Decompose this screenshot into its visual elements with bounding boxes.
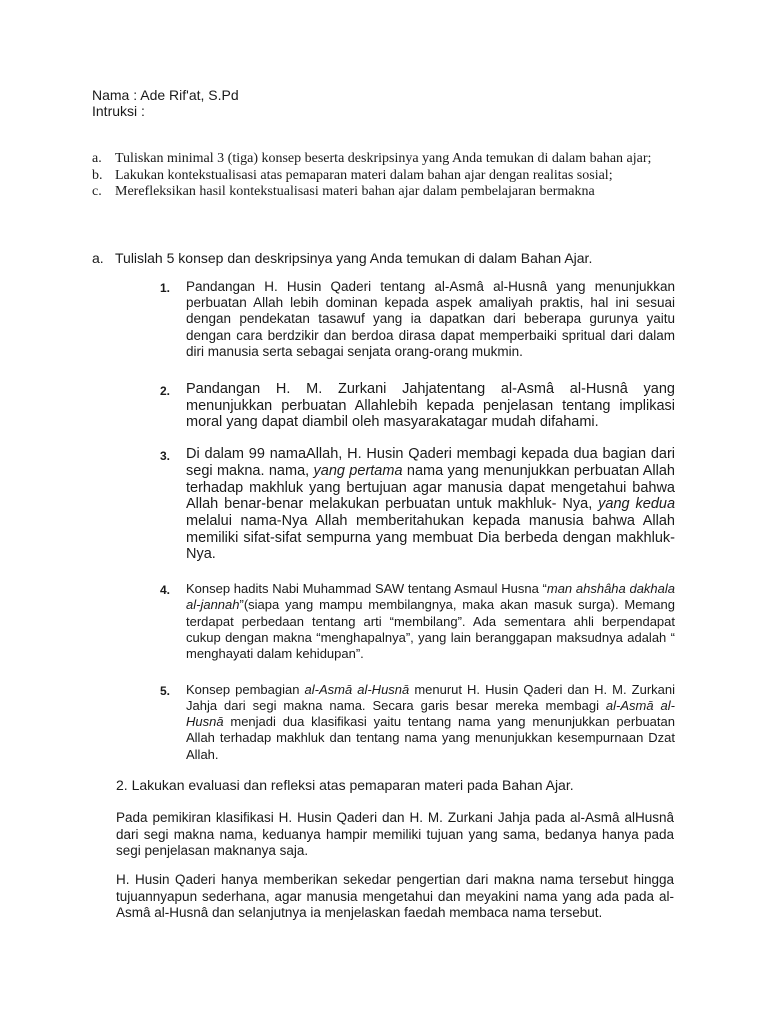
instruksi-label: Intruksi : bbox=[92, 103, 145, 119]
instruction-list bbox=[92, 151, 682, 201]
emphasis-segment: al-Asmā al-Husnā bbox=[186, 697, 675, 730]
concept-item-3 bbox=[160, 446, 675, 563]
instruction-item-b bbox=[92, 168, 682, 185]
concept-text bbox=[186, 581, 675, 662]
text-segment: Konsep hadits Nabi Muhammad SAW tentang Asmaul Husna “ bbox=[186, 581, 547, 597]
concept-number: 1. bbox=[160, 281, 171, 295]
section-a-letter: a. bbox=[92, 250, 104, 266]
name-line: Nama : Ade Rif'at, S.Pd bbox=[92, 87, 239, 103]
concept-item-4 bbox=[160, 581, 675, 662]
text-segment: Di dalam 99 namaAllah, H. Husin Qaderi membagi kepada dua bagian dari segi makna. nama, bbox=[186, 446, 675, 479]
concept-text: Pandangan H. M. Zurkani Jahjatentang al-Asmâ al-Husnâ yang menunjukkan perbuatan Allahlebih kepada penjelasan tentang implikasi moral yang dapat diambil oleh masyarakatagar mudah difahami. bbox=[186, 381, 675, 431]
text-segment: menjadi dua klasifikasi yaitu tentang nama yang menunjukkan perbuatan Allah terhadap makhluk dan tentang nama yang menunjukkan kesempurnaan Dzat Allah. bbox=[186, 714, 675, 762]
concept-text bbox=[186, 446, 675, 563]
instruction-letter: c. bbox=[92, 184, 102, 199]
concept-text bbox=[186, 682, 675, 763]
instruction-text: Lakukan kontekstualisasi atas pemaparan materi dalam bahan ajar dengan realitas sosial; bbox=[115, 167, 613, 183]
text-segment: nama yang menunjukkan perbuatan Allah terhadap makhluk yang bertujuan agar manusia dapat mengetahui bahwa Allah benar-benar melakukan perbuatan untuk makhluk- Nya, bbox=[186, 462, 676, 513]
concept-number: 4. bbox=[160, 583, 171, 598]
concept-text: Pandangan H. Husin Qaderi tentang al-Asmâ al-Husnâ yang menunjukkan perbuatan Allah lebih dominan kepada aspek amaliyah praktis, hal ini sesuai dengan pendekatan tasawuf yang ia dapatkan dari beberapa gurunya yaitu dengan cara berdzikir dan berdoa dirasa dapat memperbaiki spritual dari dalam diri manusia serta sebagai senjata orang-orang mukmin. bbox=[186, 279, 675, 359]
emphasis-segment: man ahshâha dakhala al-jannah bbox=[186, 581, 675, 613]
instruction-item-a bbox=[92, 151, 682, 168]
instruction-text: Merefleksikan hasil kontekstualisasi materi bahan ajar dalam pembelajaran bermakna bbox=[115, 184, 595, 199]
section-2-heading: 2. Lakukan evaluasi dan refleksi atas pemaparan materi pada Bahan Ajar. bbox=[116, 777, 574, 793]
concept-item-1 bbox=[160, 279, 675, 360]
text-segment: ”(siapa yang mampu membilangnya, maka akan masuk surga). Memang terdapat perbedaan tentang arti “membilang”. Ada sementara ahli berpendapat cukup dengan makna “menghapalnya”, yang lain beranggapan maksudnya adalah “ menghayati dalam kehidupan”. bbox=[186, 597, 675, 662]
instruction-letter: b. bbox=[92, 167, 103, 183]
instruction-letter: a. bbox=[92, 151, 102, 166]
concept-item-2 bbox=[160, 381, 675, 431]
concept-number: 2. bbox=[160, 384, 171, 399]
header bbox=[92, 87, 239, 119]
emphasis-segment: al-Asmā al-Husnā bbox=[304, 681, 410, 697]
section-a-title: Tulislah 5 konsep dan deskripsinya yang Anda temukan di dalam Bahan Ajar. bbox=[115, 250, 593, 266]
emphasis-segment: yang pertama bbox=[313, 462, 403, 479]
paragraph-2: H. Husin Qaderi hanya memberikan sekedar pengertian dari makna nama tersebut hingga tujuannyapun sederhana, agar manusia mengetahui dan meyakini nama yang ada pada al-Asmâ al-Husnâ dan selanjutnya ia menjelaskan faedah membaca nama tersebut. bbox=[116, 872, 674, 920]
instruction-item-c bbox=[92, 184, 682, 201]
paragraph-1: Pada pemikiran klasifikasi H. Husin Qaderi dan H. M. Zurkani Jahja pada al-Asmâ alHusnâ dari segi makna nama, keduanya hampir memiliki tujuan yang sama, bedanya hanya pada segi penjelasan maknanya saja. bbox=[116, 810, 674, 858]
emphasis-segment: yang kedua bbox=[598, 496, 676, 513]
section-a-heading bbox=[92, 250, 592, 266]
text-segment: Konsep pembagian bbox=[186, 681, 300, 697]
concept-number: 5. bbox=[160, 683, 171, 698]
concept-list bbox=[160, 279, 675, 763]
text-segment: melalui nama-Nya Allah memberitahukan kepada manusia bahwa Allah memiliki sifat-sifat sempurna yang membuat Dia berbeda dengan makhluk-Nya. bbox=[186, 512, 675, 563]
text-segment: menurut H. Husin Qaderi dan H. M. Zurkani Jahja dari segi makna nama. Secara garis besar mereka membagi bbox=[186, 681, 675, 713]
concept-number: 3. bbox=[160, 449, 171, 464]
concept-item-5 bbox=[160, 682, 675, 763]
instruction-text: Tuliskan minimal 3 (tiga) konsep beserta deskripsinya yang Anda temukan di dalam bahan ajar; bbox=[115, 151, 652, 166]
